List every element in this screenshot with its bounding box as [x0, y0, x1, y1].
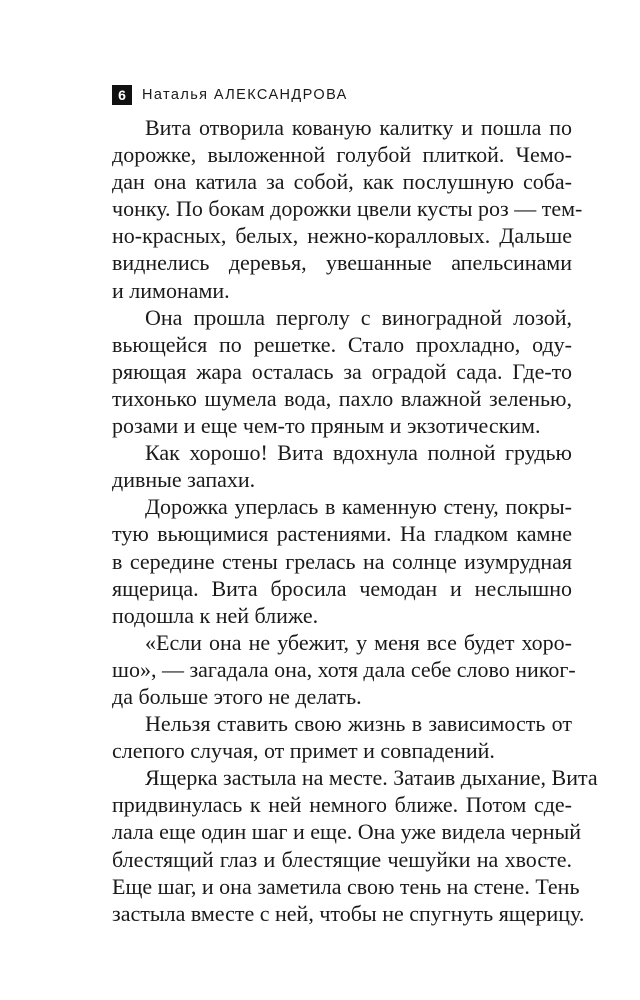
text-line: Еще шаг, и она заметила свою тень на стене. Тень — [112, 873, 580, 899]
text-line: Она прошла перголу с виноградной лозой, — [145, 304, 572, 330]
text-line: виднелись деревья, увешанные апельсинами — [112, 250, 572, 276]
paragraph — [112, 629, 576, 710]
paragraph — [112, 710, 572, 764]
paragraph — [112, 493, 572, 628]
text-line: блестящий глаз и блестящие чешуйки на хвосте. — [112, 846, 572, 872]
text-line: дивные запахи. — [112, 467, 256, 493]
text-line: чонку. По бокам дорожки цвели кусты роз — тем- — [112, 196, 583, 222]
text-line: ящерица. Вита бросила чемодан и неслышно — [112, 575, 572, 601]
text-line: тихонько шумела вода, пахло влажной зеленью, — [112, 385, 572, 411]
text-line: ряющая жара осталась за оградой сада. Где-то — [112, 358, 572, 384]
text-line: Дорожка уперлась в каменную стену, покры- — [145, 494, 572, 520]
text-line: слепого случая, от примет и совпадений. — [112, 738, 495, 764]
text-line: тую вьющимися растениями. На гладком камне — [112, 521, 572, 547]
text-line: придвинулась к ней немного ближе. Потом сде- — [112, 792, 572, 818]
text-line: да больше этого не делать. — [112, 683, 362, 709]
text-line: но-красных, белых, нежно-коралловых. Дальше — [112, 223, 572, 249]
paragraph — [112, 439, 572, 493]
text-line: вьющейся по решетке. Стало прохладно, оду- — [112, 331, 572, 357]
text-line: шо», — загадала она, хотя дала себе слово никог- — [112, 656, 576, 682]
text-line: дан она катила за собой, как послушную соба- — [112, 169, 572, 195]
text-line: и лимонами. — [112, 277, 230, 303]
book-page — [112, 84, 598, 927]
running-head: Наталья АЛЕКСАНДРОВА — [142, 87, 348, 103]
text-line: дорожке, выложенной голубой плиткой. Чемо- — [112, 142, 572, 168]
paragraph — [112, 304, 572, 439]
text-line: в середине стены грелась на солнце изумрудная — [112, 548, 572, 574]
text-line: розами и еще чем-то пряным и экзотическим. — [112, 413, 541, 439]
text-line: Ящерка застыла на месте. Затаив дыхание, Вита — [145, 765, 598, 791]
text-line: «Если она не убежит, у меня все будет хоро- — [145, 629, 572, 655]
page-header — [112, 84, 572, 106]
page-number: 6 — [112, 85, 132, 105]
text-line: лала еще один шаг и еще. Она уже видела черный — [112, 819, 582, 845]
text-line: Вита отворила кованую калитку и пошла по — [145, 115, 572, 140]
body-text — [112, 114, 598, 927]
text-line: Как хорошо! Вита вдохнула полной грудью — [145, 440, 572, 466]
text-line: застыла вместе с ней, чтобы не спугнуть ящерицу. — [112, 900, 585, 926]
text-line: подошла к ней ближе. — [112, 602, 319, 628]
text-line: Нельзя ставить свою жизнь в зависимость от — [145, 711, 572, 737]
paragraph — [112, 764, 598, 927]
paragraph — [112, 114, 583, 304]
